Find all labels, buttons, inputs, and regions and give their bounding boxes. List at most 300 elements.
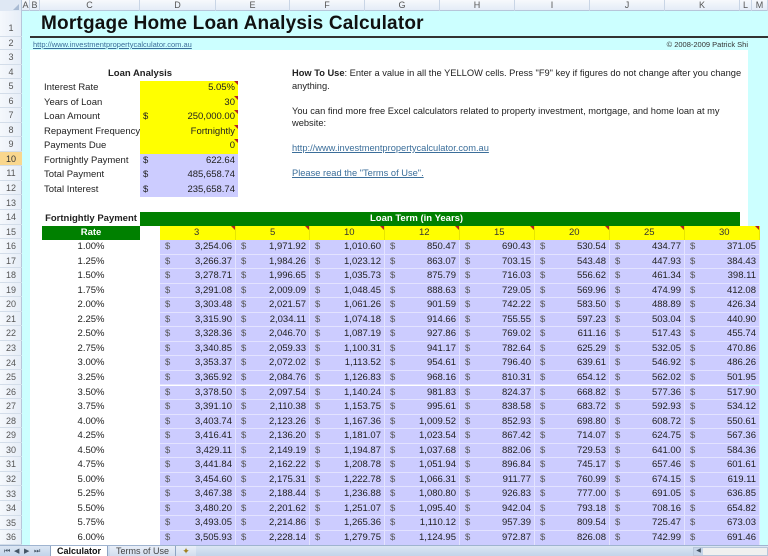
row-header[interactable]: 11 <box>0 166 22 181</box>
payment-cell[interactable] <box>460 531 535 545</box>
select-all-button[interactable] <box>0 0 22 11</box>
website-link-top[interactable]: http://www.investmentpropertycalculator.com.au <box>33 40 192 49</box>
payment-cell[interactable] <box>460 269 535 284</box>
loan-term-cell[interactable]: 25 <box>610 226 685 240</box>
payment-cell[interactable] <box>385 240 460 255</box>
payment-cell[interactable] <box>310 487 385 502</box>
rate-column-header: Rate <box>42 226 140 240</box>
payment-cell[interactable] <box>610 356 685 371</box>
payment-cell[interactable] <box>236 502 310 517</box>
payment-value: 1,236.88 <box>344 488 381 500</box>
payment-value: 601.61 <box>726 459 756 471</box>
payment-cell[interactable] <box>385 502 460 517</box>
column-header[interactable]: J <box>590 0 665 11</box>
payment-cell[interactable] <box>160 531 236 545</box>
payment-cell[interactable] <box>610 429 685 444</box>
payment-cell[interactable] <box>385 255 460 270</box>
payment-cell[interactable] <box>385 400 460 415</box>
payment-value: 3,467.38 <box>195 488 232 500</box>
payment-value: 592.93 <box>651 401 681 413</box>
payment-cell[interactable] <box>310 386 385 401</box>
payment-value: 608.72 <box>651 415 681 427</box>
payment-cell[interactable] <box>310 429 385 444</box>
input-cell[interactable] <box>140 125 238 140</box>
column-header[interactable]: G <box>365 0 440 11</box>
currency-symbol: $ <box>241 430 247 442</box>
payment-cell[interactable] <box>535 269 610 284</box>
payment-cell[interactable] <box>610 415 685 430</box>
payment-cell[interactable] <box>685 386 760 401</box>
payment-cell[interactable] <box>236 255 310 270</box>
payment-cell[interactable] <box>160 269 236 284</box>
payment-cell[interactable] <box>685 429 760 444</box>
payment-cell[interactable] <box>685 371 760 386</box>
payment-value: 3,254.06 <box>195 241 232 252</box>
payment-cell[interactable] <box>385 415 460 430</box>
row-header[interactable]: 10 <box>0 152 22 167</box>
payment-cell[interactable] <box>460 444 535 459</box>
currency-symbol: $ <box>390 313 396 325</box>
payment-cell[interactable] <box>310 356 385 371</box>
payment-cell[interactable] <box>385 516 460 531</box>
currency-symbol: $ <box>165 430 171 442</box>
column-header[interactable]: B <box>30 0 40 11</box>
currency-symbol: $ <box>165 401 171 413</box>
row-header[interactable]: 25 <box>0 370 22 385</box>
payment-cell[interactable] <box>385 298 460 313</box>
payment-cell[interactable] <box>310 313 385 328</box>
row-header[interactable]: 30 <box>0 443 22 458</box>
row-header[interactable]: 14 <box>0 210 22 225</box>
payment-value: 1,051.94 <box>419 459 456 471</box>
payment-cell[interactable] <box>160 240 236 255</box>
input-cell[interactable] <box>140 139 238 154</box>
payment-cell[interactable] <box>236 473 310 488</box>
table-row <box>42 502 756 517</box>
tab-calculator[interactable]: Calculator <box>50 546 108 556</box>
payment-cell[interactable] <box>535 531 610 545</box>
payment-cell[interactable] <box>160 255 236 270</box>
payment-cell[interactable] <box>610 240 685 255</box>
payment-cell[interactable] <box>385 444 460 459</box>
payment-cell[interactable] <box>460 356 535 371</box>
payment-cell[interactable] <box>160 371 236 386</box>
payment-cell[interactable] <box>385 356 460 371</box>
payment-cell[interactable] <box>460 458 535 473</box>
payment-cell[interactable] <box>236 284 310 299</box>
payment-cell[interactable] <box>685 269 760 284</box>
input-cell[interactable] <box>140 110 238 125</box>
table-row <box>42 473 756 488</box>
input-cell[interactable] <box>140 96 238 111</box>
loan-term-cell[interactable]: 20 <box>535 226 610 240</box>
payment-cell[interactable] <box>610 298 685 313</box>
row-header[interactable]: 32 <box>0 472 22 487</box>
row-header[interactable]: 2 <box>0 37 22 50</box>
currency-symbol: $ <box>315 371 321 383</box>
payment-cell[interactable] <box>160 415 236 430</box>
currency-symbol: $ <box>165 313 171 325</box>
column-header[interactable]: D <box>140 0 216 11</box>
payment-cell[interactable] <box>160 473 236 488</box>
payment-value: 1,035.73 <box>344 270 381 282</box>
payment-value: 562.02 <box>651 371 681 383</box>
payment-cell[interactable] <box>460 400 535 415</box>
payment-value: 501.95 <box>726 371 756 383</box>
currency-symbol: $ <box>690 386 696 398</box>
loan-term-cell[interactable]: 30 <box>685 226 760 240</box>
loan-term-cell[interactable]: 3 <box>160 226 236 240</box>
payment-cell[interactable] <box>610 516 685 531</box>
column-header[interactable]: M <box>752 0 768 11</box>
payment-cell[interactable] <box>460 516 535 531</box>
payment-cell[interactable] <box>310 327 385 342</box>
payment-cell[interactable] <box>685 487 760 502</box>
payment-cell[interactable] <box>236 386 310 401</box>
column-header[interactable]: A <box>22 0 29 10</box>
payment-cell[interactable] <box>160 400 236 415</box>
payment-cell[interactable] <box>460 342 535 357</box>
payment-cell[interactable] <box>535 313 610 328</box>
payment-cell[interactable] <box>460 313 535 328</box>
payment-cell[interactable] <box>385 429 460 444</box>
prev-sheet-icon[interactable]: ◀ <box>14 548 20 555</box>
payment-cell[interactable] <box>385 458 460 473</box>
payment-cell[interactable] <box>236 429 310 444</box>
payment-cell[interactable] <box>310 284 385 299</box>
payment-cell[interactable] <box>535 444 610 459</box>
payment-cell[interactable] <box>610 531 685 545</box>
payment-cell[interactable] <box>460 298 535 313</box>
payment-cell[interactable] <box>685 458 760 473</box>
currency-symbol: $ <box>241 270 247 282</box>
payment-cell[interactable] <box>160 487 236 502</box>
payment-cell[interactable] <box>610 444 685 459</box>
payment-cell[interactable] <box>236 444 310 459</box>
payment-value: 2,072.02 <box>269 357 306 369</box>
payment-cell[interactable] <box>236 327 310 342</box>
currency-symbol: $ <box>241 371 247 383</box>
column-header[interactable]: C <box>40 0 140 11</box>
payment-cell[interactable] <box>460 473 535 488</box>
row-header[interactable]: 35 <box>0 516 22 531</box>
payment-cell[interactable] <box>610 371 685 386</box>
payment-value: 1,113.52 <box>344 357 381 369</box>
currency-symbol: $ <box>165 357 171 369</box>
row-header[interactable]: 28 <box>0 414 22 429</box>
payment-cell[interactable] <box>610 327 685 342</box>
row-header[interactable]: 29 <box>0 428 22 443</box>
payment-cell[interactable] <box>160 298 236 313</box>
payment-cell[interactable] <box>236 487 310 502</box>
payment-cell[interactable] <box>160 458 236 473</box>
website-link[interactable]: http://www.investmentpropertycalculator.com.au <box>292 143 489 153</box>
payment-cell[interactable] <box>310 371 385 386</box>
payment-cell[interactable] <box>535 516 610 531</box>
currency-symbol: $ <box>615 255 621 267</box>
payment-cell[interactable] <box>535 371 610 386</box>
payment-cell[interactable] <box>610 269 685 284</box>
payment-cell[interactable] <box>460 284 535 299</box>
row-header[interactable]: 8 <box>0 123 22 138</box>
payment-cell[interactable] <box>535 342 610 357</box>
row-header[interactable]: 18 <box>0 268 22 283</box>
currency-symbol: $ <box>465 328 471 340</box>
payment-value: 725.47 <box>651 517 681 529</box>
payment-cell[interactable] <box>160 313 236 328</box>
payment-cell[interactable] <box>385 371 460 386</box>
payment-cell[interactable] <box>685 327 760 342</box>
currency-symbol: $ <box>465 255 471 267</box>
row-header[interactable]: 9 <box>0 137 22 152</box>
row-header[interactable]: 34 <box>0 501 22 516</box>
payment-cell[interactable] <box>535 502 610 517</box>
payment-cell[interactable] <box>310 502 385 517</box>
payment-value: 625.29 <box>576 342 606 354</box>
payment-cell[interactable] <box>460 429 535 444</box>
payment-cell[interactable] <box>685 356 760 371</box>
payment-cell[interactable] <box>236 298 310 313</box>
payment-cell[interactable] <box>310 444 385 459</box>
scroll-left-icon[interactable]: ◀ <box>694 548 703 555</box>
tab-terms-of-use[interactable]: Terms of Use <box>110 546 176 556</box>
payment-cell[interactable] <box>610 473 685 488</box>
row-header[interactable]: 1 <box>0 11 22 37</box>
row-header[interactable]: 23 <box>0 341 22 356</box>
loan-term-cell[interactable]: 15 <box>460 226 535 240</box>
column-header[interactable]: L <box>740 0 752 11</box>
payment-cell[interactable] <box>610 458 685 473</box>
column-header[interactable]: F <box>290 0 365 11</box>
payment-cell[interactable] <box>236 313 310 328</box>
payment-cell[interactable] <box>160 284 236 299</box>
row-header[interactable]: 19 <box>0 283 22 298</box>
payment-cell[interactable] <box>460 386 535 401</box>
payment-cell[interactable] <box>460 327 535 342</box>
row-header[interactable]: 36 <box>0 530 22 545</box>
insert-sheet-icon[interactable]: ✦ <box>176 546 196 556</box>
payment-cell[interactable] <box>310 269 385 284</box>
table-row <box>42 487 756 502</box>
row-header[interactable]: 17 <box>0 254 22 269</box>
payment-cell[interactable] <box>310 255 385 270</box>
payment-cell[interactable] <box>685 255 760 270</box>
payment-cell[interactable] <box>535 255 610 270</box>
payment-cell[interactable] <box>535 386 610 401</box>
payment-cell[interactable] <box>160 502 236 517</box>
payment-cell[interactable] <box>685 531 760 545</box>
row-header[interactable]: 6 <box>0 94 22 109</box>
payment-cell[interactable] <box>610 255 685 270</box>
payment-cell[interactable] <box>160 342 236 357</box>
payment-cell[interactable] <box>385 269 460 284</box>
payment-cell[interactable] <box>685 444 760 459</box>
payment-value: 1,971.92 <box>269 241 306 252</box>
payment-cell[interactable] <box>385 313 460 328</box>
terms-of-use-link[interactable]: Please read the "Terms of Use". <box>292 168 424 178</box>
row-header[interactable]: 33 <box>0 487 22 502</box>
payment-cell[interactable] <box>685 298 760 313</box>
loan-term-cell[interactable]: 10 <box>310 226 385 240</box>
payment-cell[interactable] <box>610 342 685 357</box>
currency-symbol: $ <box>315 430 321 442</box>
payment-cell[interactable] <box>460 255 535 270</box>
row-header[interactable]: 5 <box>0 79 22 94</box>
payment-cell[interactable] <box>610 400 685 415</box>
row-header[interactable]: 7 <box>0 108 22 123</box>
payment-cell[interactable] <box>236 516 310 531</box>
row-header[interactable]: 4 <box>0 65 22 80</box>
row-header[interactable]: 21 <box>0 312 22 327</box>
payment-cell[interactable] <box>160 444 236 459</box>
payment-cell[interactable] <box>385 284 460 299</box>
payment-value: 1,251.07 <box>344 502 381 514</box>
payment-cell[interactable] <box>610 386 685 401</box>
payment-cell[interactable] <box>685 502 760 517</box>
payment-cell[interactable] <box>460 415 535 430</box>
payment-cell[interactable] <box>535 327 610 342</box>
payment-cell[interactable] <box>160 386 236 401</box>
payment-cell[interactable] <box>236 371 310 386</box>
row-header[interactable]: 3 <box>0 50 22 65</box>
payment-cell[interactable] <box>535 458 610 473</box>
payment-cell[interactable] <box>236 415 310 430</box>
payment-cell[interactable] <box>236 342 310 357</box>
payment-cell[interactable] <box>310 415 385 430</box>
payment-cell[interactable] <box>685 240 760 255</box>
table-row <box>42 415 756 430</box>
payment-cell[interactable] <box>685 400 760 415</box>
currency-symbol: $ <box>540 502 546 514</box>
payment-cell[interactable] <box>535 400 610 415</box>
worksheet[interactable] <box>22 11 768 545</box>
payment-value: 1,208.78 <box>344 459 381 471</box>
payment-value: 683.72 <box>576 401 606 413</box>
payment-cell[interactable] <box>685 516 760 531</box>
payment-cell[interactable] <box>310 516 385 531</box>
payment-value: 3,340.85 <box>195 342 232 354</box>
row-header[interactable]: 31 <box>0 457 22 472</box>
output-cell <box>140 183 238 198</box>
payment-cell[interactable] <box>385 327 460 342</box>
payment-cell[interactable] <box>610 487 685 502</box>
payment-cell[interactable] <box>535 473 610 488</box>
payment-cell[interactable] <box>160 327 236 342</box>
payment-cell[interactable] <box>236 458 310 473</box>
payment-cell[interactable] <box>535 356 610 371</box>
payment-value: 1,010.60 <box>344 241 381 252</box>
payment-cell[interactable] <box>460 371 535 386</box>
row-header[interactable]: 13 <box>0 196 22 211</box>
last-sheet-icon[interactable]: ⏭ <box>34 548 41 555</box>
payment-cell[interactable] <box>460 240 535 255</box>
currency-symbol: $ <box>615 342 621 354</box>
payment-cell[interactable] <box>685 284 760 299</box>
payment-cell[interactable] <box>385 342 460 357</box>
payment-cell[interactable] <box>310 298 385 313</box>
payment-cell[interactable] <box>685 415 760 430</box>
currency-symbol: $ <box>690 401 696 413</box>
payment-cell[interactable] <box>160 429 236 444</box>
next-sheet-icon[interactable]: ▶ <box>24 548 30 555</box>
payment-cell[interactable] <box>310 458 385 473</box>
payment-cell[interactable] <box>310 531 385 545</box>
row-header[interactable]: 16 <box>0 239 22 254</box>
currency-symbol: $ <box>390 444 396 456</box>
row-header[interactable]: 27 <box>0 399 22 414</box>
currency-symbol: $ <box>465 430 471 442</box>
payment-cell[interactable] <box>310 400 385 415</box>
payment-cell[interactable] <box>535 429 610 444</box>
payment-cell[interactable] <box>385 473 460 488</box>
payment-cell[interactable] <box>685 313 760 328</box>
payment-cell[interactable] <box>310 240 385 255</box>
payment-cell[interactable] <box>460 502 535 517</box>
column-header[interactable]: E <box>216 0 290 11</box>
loan-term-cell[interactable]: 5 <box>236 226 310 240</box>
payment-cell[interactable] <box>160 516 236 531</box>
currency-symbol: $ <box>165 415 171 427</box>
payment-cell[interactable] <box>236 400 310 415</box>
payment-cell[interactable] <box>610 502 685 517</box>
row-header[interactable]: 22 <box>0 326 22 341</box>
payment-cell[interactable] <box>236 269 310 284</box>
payment-cell[interactable] <box>610 284 685 299</box>
payment-cell[interactable] <box>535 487 610 502</box>
table-row <box>42 313 756 328</box>
payment-cell[interactable] <box>685 342 760 357</box>
column-header[interactable]: H <box>440 0 515 11</box>
column-header[interactable]: K <box>665 0 740 11</box>
payment-value: 440.90 <box>726 313 756 325</box>
payment-cell[interactable] <box>535 298 610 313</box>
payment-cell[interactable] <box>236 356 310 371</box>
column-header[interactable]: I <box>515 0 590 11</box>
payment-cell[interactable] <box>610 313 685 328</box>
row-header[interactable]: 24 <box>0 356 22 371</box>
row-header[interactable]: 15 <box>0 225 22 240</box>
payment-cell[interactable] <box>385 531 460 545</box>
payment-cell[interactable] <box>535 415 610 430</box>
currency-symbol: $ <box>690 473 696 485</box>
payment-cell[interactable] <box>685 473 760 488</box>
payment-cell[interactable] <box>236 531 310 545</box>
payment-cell[interactable] <box>310 473 385 488</box>
first-sheet-icon[interactable]: ⏮ <box>4 548 11 555</box>
loan-term-cell[interactable]: 12 <box>385 226 460 240</box>
input-cell[interactable] <box>140 81 238 96</box>
payment-value: 875.79 <box>426 270 456 282</box>
payment-cell[interactable] <box>460 487 535 502</box>
payment-value: 2,021.57 <box>269 299 306 311</box>
payment-cell[interactable] <box>236 240 310 255</box>
payment-cell[interactable] <box>160 356 236 371</box>
payment-cell[interactable] <box>385 487 460 502</box>
row-header[interactable]: 20 <box>0 297 22 312</box>
payment-cell[interactable] <box>535 284 610 299</box>
payment-value: 2,059.33 <box>269 342 306 354</box>
payment-value: 824.37 <box>501 386 531 398</box>
payment-cell[interactable] <box>310 342 385 357</box>
row-header[interactable]: 26 <box>0 385 22 400</box>
horizontal-scrollbar[interactable] <box>693 547 768 556</box>
currency-symbol: $ <box>241 342 247 354</box>
row-header[interactable]: 12 <box>0 181 22 196</box>
payment-cell[interactable] <box>385 386 460 401</box>
payment-cell[interactable] <box>535 240 610 255</box>
payment-value: 550.61 <box>726 415 756 427</box>
loan-analysis-title: Loan Analysis <box>107 68 173 79</box>
